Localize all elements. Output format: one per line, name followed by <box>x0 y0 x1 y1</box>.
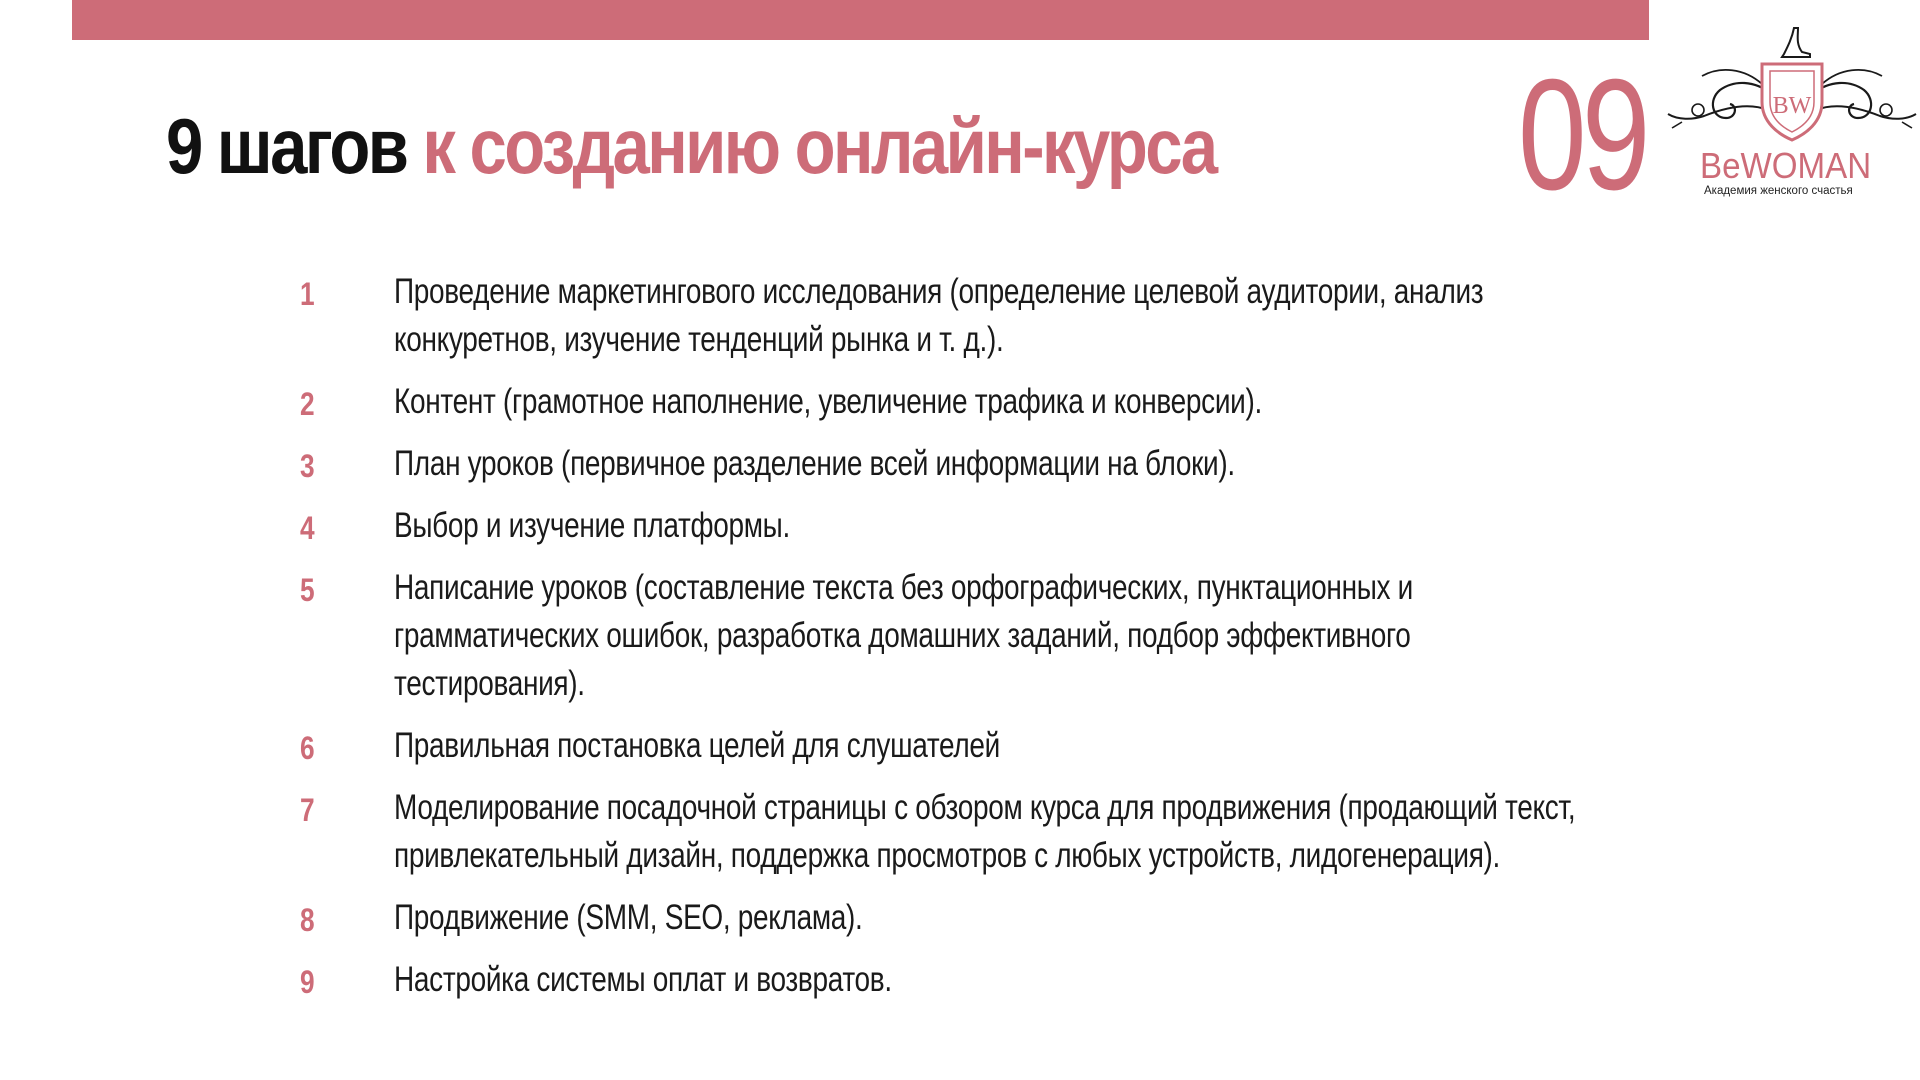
logo-tagline: Академия женского счастья <box>1704 185 1853 197</box>
step-number: 3 <box>300 448 315 484</box>
step-number: 1 <box>300 276 315 312</box>
step-text: Моделирование посадочной страницы с обзором курса для продвижения (продающий текст, привлекательный дизайн, поддержка просмотров с любых устройств, лидогенерация). <box>394 788 1576 875</box>
step-number: 5 <box>300 572 315 608</box>
slide-number: 09 <box>1518 47 1646 223</box>
step-text: Продвижение (SMM, SEO, реклама). <box>394 898 863 937</box>
step-text: Контент (грамотное наполнение, увеличение трафика и конверсии). <box>394 382 1262 421</box>
step-text: Написание уроков (составление текста без орфографических, пунктационных и грамматических ошибок, разработка домашних заданий, подбор эффективного тестирования). <box>394 568 1413 703</box>
steps-list <box>300 268 1680 1018</box>
slide-title <box>166 96 1216 196</box>
step-text: План уроков (первичное разделение всей информации на блоки). <box>394 444 1235 483</box>
title-part-pink: к созданию онлайн-курса <box>422 102 1216 190</box>
list-item-step-5 <box>300 564 1680 708</box>
logo-monogram: BW <box>1772 93 1812 119</box>
top-accent-bar <box>72 0 1649 40</box>
list-item-step-4 <box>300 502 1680 550</box>
list-item-step-1 <box>300 268 1680 364</box>
step-number: 6 <box>300 730 315 766</box>
list-item-step-6 <box>300 722 1680 770</box>
bewoman-logo <box>1664 24 1920 204</box>
step-text: Выбор и изучение платформы. <box>394 506 790 545</box>
step-text: Правильная постановка целей для слушателей <box>394 726 1000 765</box>
step-number: 2 <box>300 386 315 422</box>
list-item-step-8 <box>300 894 1680 942</box>
step-number: 7 <box>300 792 315 828</box>
logo-emblem-icon <box>1664 24 1920 154</box>
step-number: 9 <box>300 964 315 1000</box>
logo-brand-name: BeWOMAN <box>1700 145 1872 186</box>
title-part-black: 9 шагов <box>166 102 407 190</box>
step-text: Проведение маркетингового исследования (определение целевой аудитории, анализ конкуретнов, изучение тенденций рынка и т. д.). <box>394 272 1484 359</box>
step-number: 4 <box>300 510 315 546</box>
list-item-step-7 <box>300 784 1680 880</box>
list-item-step-3 <box>300 440 1680 488</box>
step-number: 8 <box>300 902 315 938</box>
list-item-step-9 <box>300 956 1680 1004</box>
step-text: Настройка системы оплат и возвратов. <box>394 960 892 999</box>
list-item-step-2 <box>300 378 1680 426</box>
